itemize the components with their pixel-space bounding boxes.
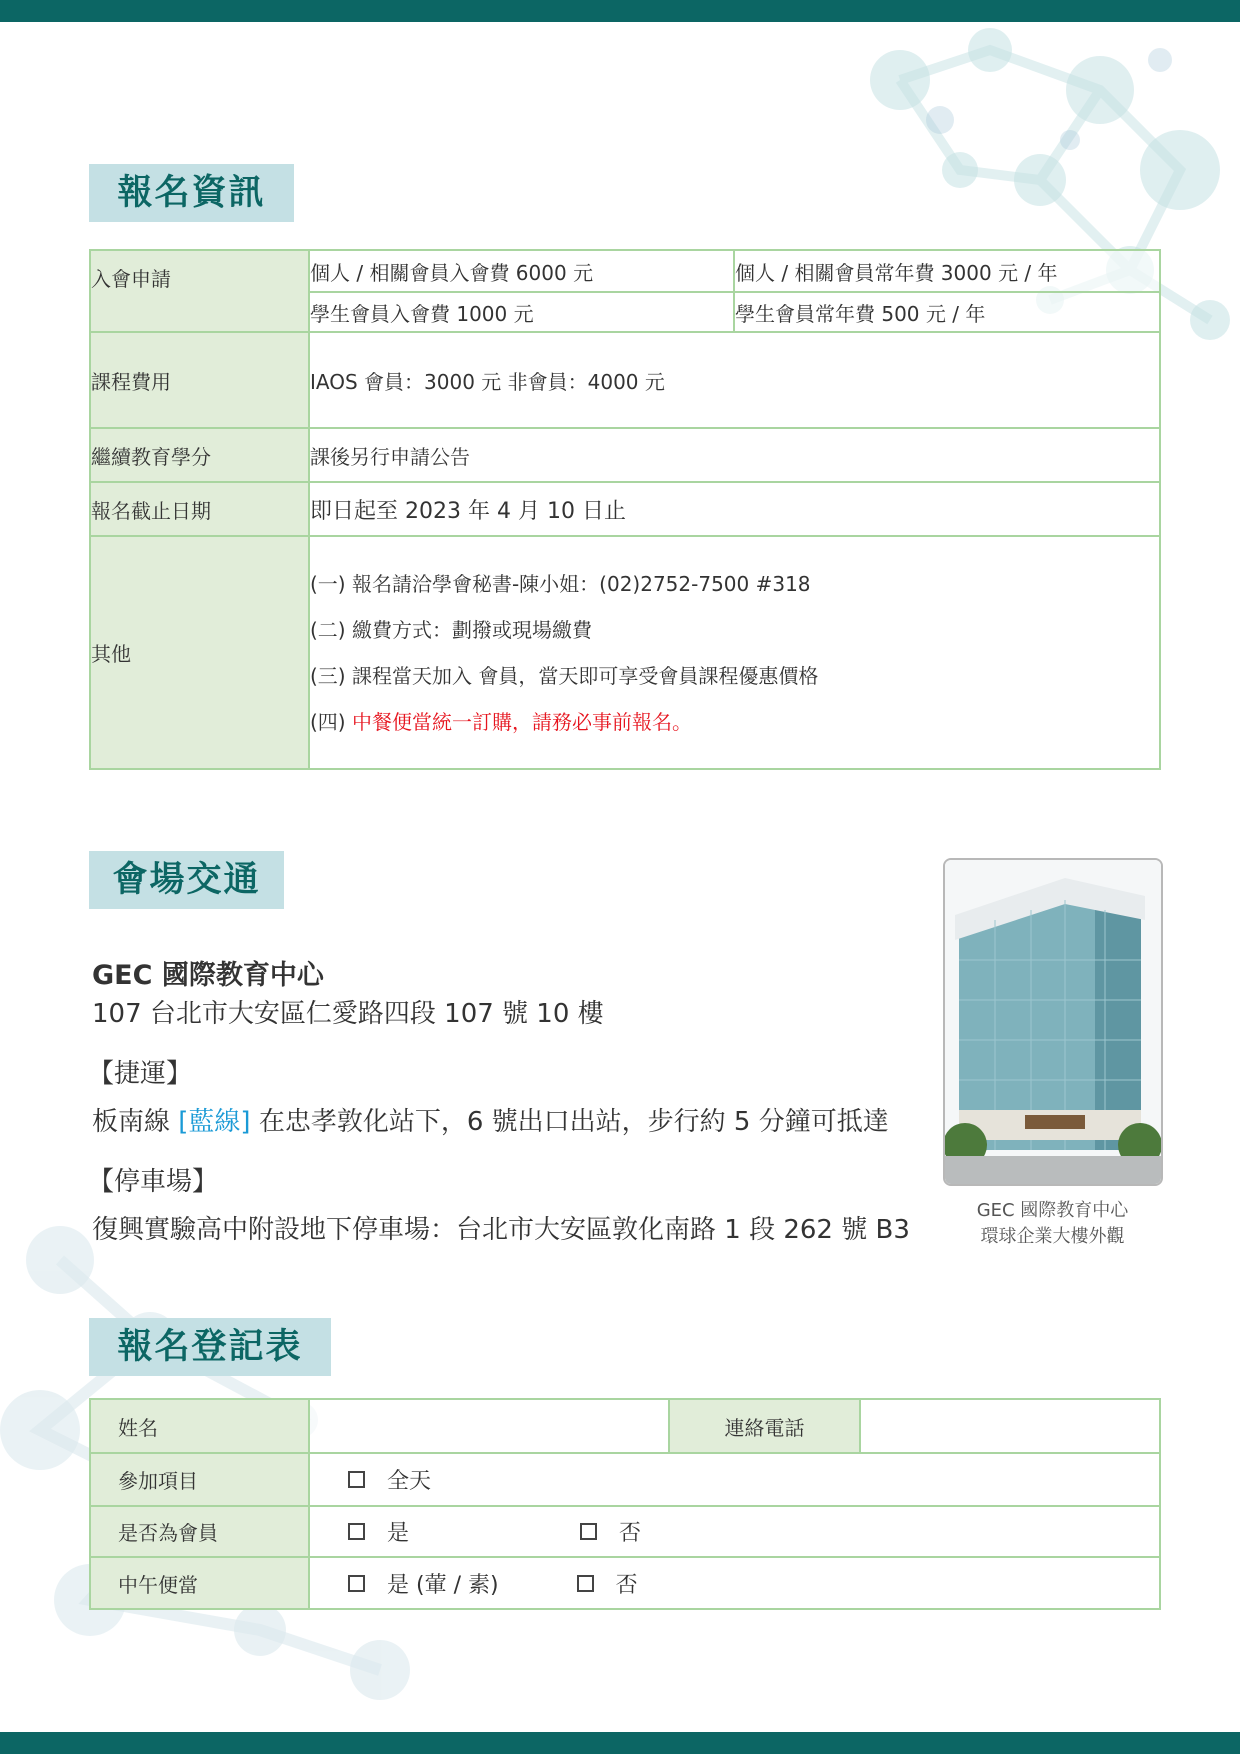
other-note-1: (一) 報名請洽學會秘書-陳小姐：(02)2752-7500 #318: [310, 571, 811, 596]
membership-fee-individual-annual: 個人 / 相關會員常年費 3000 元 / 年: [734, 250, 1160, 292]
registration-info-heading: 報名資訊: [89, 164, 294, 222]
name-input[interactable]: [309, 1399, 669, 1453]
registration-form-table: [89, 1398, 1161, 1610]
member-label: 是否為會員: [90, 1506, 309, 1557]
bottom-band: [0, 1732, 1240, 1754]
lunch-no-checkbox[interactable]: [577, 1575, 594, 1592]
name-label: 姓名: [90, 1399, 309, 1453]
phone-input[interactable]: [860, 1399, 1160, 1453]
membership-label: 入會申請: [90, 250, 309, 332]
membership-row: [90, 250, 1160, 292]
top-band: [0, 0, 1240, 22]
lunch-label: 中午便當: [90, 1557, 309, 1609]
building-photo: [943, 858, 1163, 1186]
office-building-icon: [945, 860, 1161, 1184]
credits-value: 課後另行申請公告: [309, 428, 1160, 482]
membership-fee-student-join: 學生會員入會費 1000 元: [309, 292, 734, 332]
credits-label: 繼續教育學分: [90, 428, 309, 482]
membership-fee-individual-join: 個人 / 相關會員入會費 6000 元: [309, 250, 734, 292]
photo-caption: [940, 1198, 1165, 1250]
full-day-checkbox[interactable]: [348, 1471, 365, 1488]
member-yes-label: 是: [387, 1521, 410, 1546]
deadline-value: 即日起至 2023 年 4 月 10 日止: [309, 482, 1160, 536]
lunch-no-label: 否: [615, 1572, 638, 1598]
deadline-row: [90, 482, 1160, 536]
form-row-lunch: [90, 1557, 1160, 1609]
venue-address: 107 台北市大安區仁愛路四段 107 號 10 樓: [92, 999, 604, 1029]
member-yes-checkbox[interactable]: [348, 1523, 365, 1540]
other-label: 其他: [90, 536, 309, 769]
registration-info-table: [89, 249, 1161, 770]
other-notes: [309, 536, 1160, 769]
photo-caption-line-2: 環球企業大樓外觀: [980, 1226, 1125, 1247]
form-row-participation: [90, 1453, 1160, 1506]
lunch-yes-label: 是 (葷 / 素): [387, 1572, 499, 1598]
other-row: [90, 536, 1160, 769]
photo-caption-line-1: GEC 國際教育中心: [976, 1200, 1129, 1221]
lunch-yes-checkbox[interactable]: [348, 1575, 365, 1592]
member-no-label: 否: [619, 1521, 642, 1546]
course-fee-label: 課程費用: [90, 332, 309, 428]
form-row-member: [90, 1506, 1160, 1557]
membership-fee-student-annual: 學生會員常年費 500 元 / 年: [734, 292, 1160, 332]
venue-heading: 會場交通: [89, 851, 284, 909]
other-note-3: (三) 課程當天加入 會員，當天即可享受會員課程優惠價格: [310, 663, 819, 688]
other-note-4: [310, 699, 1159, 745]
lunch-options: [309, 1557, 1160, 1609]
parking-heading: 【停車場】: [88, 1167, 219, 1197]
parking-directions: 復興實驗高中附設地下停車場：台北市大安區敦化南路 1 段 262 號 B3: [92, 1215, 910, 1245]
mrt-prefix: 板南線: [92, 1107, 179, 1137]
other-note-4-prefix: (四): [310, 709, 352, 734]
mrt-suffix: 在忠孝敦化站下，6 號出口出站，步行約 5 分鐘可抵達: [250, 1107, 889, 1137]
member-options: [309, 1506, 1160, 1557]
mrt-line-blue: [藍線]: [178, 1107, 251, 1137]
form-row-name: [90, 1399, 1160, 1453]
course-fee-row: [90, 332, 1160, 428]
phone-label: 連絡電話: [669, 1399, 860, 1453]
venue-name: GEC 國際教育中心: [92, 960, 324, 991]
lunch-order-notice: 中餐便當統一訂購，請務必事前報名。: [351, 709, 692, 734]
full-day-option-label: 全天: [387, 1469, 432, 1494]
credits-row: [90, 428, 1160, 482]
member-no-checkbox[interactable]: [580, 1523, 597, 1540]
participation-options: [309, 1453, 1160, 1506]
other-note-2: (二) 繳費方式：劃撥或現場繳費: [310, 617, 592, 642]
mrt-directions: [92, 1101, 889, 1138]
course-fee-value: IAOS 會員：3000 元 非會員：4000 元: [309, 332, 1160, 428]
registration-form-heading: 報名登記表: [89, 1318, 331, 1376]
mrt-heading: 【捷運】: [88, 1059, 193, 1089]
deadline-label: 報名截止日期: [90, 482, 309, 536]
participation-label: 參加項目: [90, 1453, 309, 1506]
